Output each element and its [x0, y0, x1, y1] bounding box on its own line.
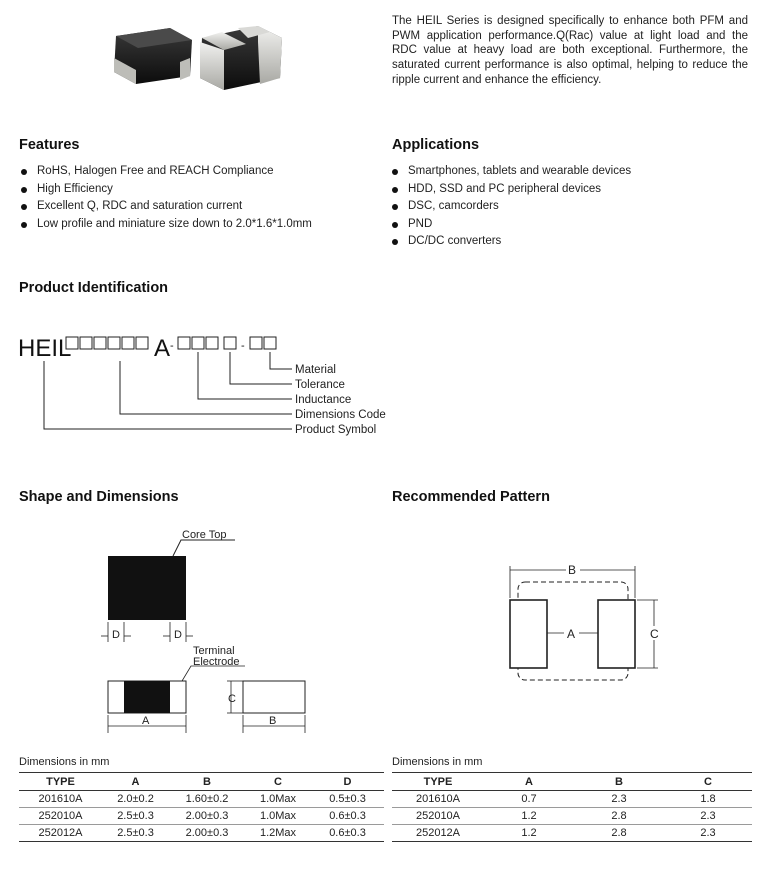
- shape-diagram: [95, 518, 325, 740]
- table-cell: 201610A: [19, 791, 102, 808]
- dim-a-label: A: [142, 715, 150, 727]
- table-header-row: [392, 773, 752, 791]
- col-header: C: [245, 773, 311, 791]
- table-row: [392, 808, 752, 825]
- col-header: TYPE: [392, 773, 484, 791]
- table-cell: 0.6±0.3: [311, 825, 384, 842]
- applications-list: [390, 163, 631, 251]
- feature-item: RoHS, Halogen Free and REACH Compliance: [19, 163, 312, 181]
- table-cell: 2.8: [574, 808, 664, 825]
- table-cell: 2.00±0.3: [169, 808, 245, 825]
- table-cell: 252012A: [392, 825, 484, 842]
- col-header: B: [574, 773, 664, 791]
- terminal-label: Terminal: [193, 645, 235, 657]
- table-cell: 2.3: [574, 791, 664, 808]
- feature-item: High Efficiency: [19, 181, 312, 199]
- intro-paragraph: The HEIL Series is designed specifically to enhance both PFM and PWM application performance.Q(Rac) value at light load and the RDC value at heavy load are both exceptional. Furthermore, the saturated current performance is also optimal, helping to reduce the ripple current and enhance the efficiency.: [392, 15, 748, 86]
- col-header: B: [169, 773, 245, 791]
- part-dash: -: [241, 340, 245, 352]
- electrode-label: Electrode: [193, 656, 240, 668]
- inductor-chip-side: [200, 26, 282, 90]
- pattern-diagram: [490, 560, 670, 695]
- application-item: HDD, SSD and PC peripheral devices: [390, 181, 631, 199]
- features-heading: Features: [19, 137, 80, 153]
- table-cell: 252012A: [19, 825, 102, 842]
- pattern-dimensions-table: [392, 772, 752, 842]
- pattern-dim-a: A: [567, 627, 576, 641]
- product-photo: [98, 18, 298, 98]
- table-row: [392, 791, 752, 808]
- table-cell: 1.0Max: [245, 808, 311, 825]
- table-cell: 0.6±0.3: [311, 808, 384, 825]
- table-cell: 1.0Max: [245, 791, 311, 808]
- dim-d-right: D: [174, 629, 182, 641]
- pad-right: [598, 600, 635, 668]
- table-cell: 1.8: [664, 791, 752, 808]
- table-cell: 2.00±0.3: [169, 825, 245, 842]
- label-tolerance: Tolerance: [295, 379, 345, 391]
- inductor-chip-top: [114, 28, 192, 84]
- right-table-caption: Dimensions in mm: [392, 756, 483, 768]
- table-cell: 1.2Max: [245, 825, 311, 842]
- table-cell: 2.3: [664, 825, 752, 842]
- part-dash: -: [170, 340, 174, 352]
- col-header: TYPE: [19, 773, 102, 791]
- dim-d-left: D: [112, 629, 120, 641]
- shape-dimensions-table: [19, 772, 384, 842]
- table-cell: 2.5±0.3: [102, 808, 169, 825]
- col-header: A: [484, 773, 574, 791]
- dim-b-label: B: [269, 715, 277, 727]
- label-inductance: Inductance: [295, 394, 352, 406]
- table-cell: 1.60±0.2: [169, 791, 245, 808]
- table-cell: 2.0±0.2: [102, 791, 169, 808]
- table-row: [19, 808, 384, 825]
- table-cell: 2.3: [664, 808, 752, 825]
- table-cell: 2.5±0.3: [102, 825, 169, 842]
- core-top-label: Core Top: [182, 529, 227, 541]
- col-header: C: [664, 773, 752, 791]
- label-material: Material: [295, 364, 336, 376]
- application-item: DSC, camcorders: [390, 198, 631, 216]
- col-header: A: [102, 773, 169, 791]
- label-dimensions-code: Dimensions Code: [295, 409, 386, 421]
- shape-dimensions-heading: Shape and Dimensions: [19, 489, 179, 505]
- feature-item: Excellent Q, RDC and saturation current: [19, 198, 312, 216]
- table-row: [392, 825, 752, 842]
- table-cell: 252010A: [392, 808, 484, 825]
- application-item: DC/DC converters: [390, 233, 631, 251]
- end-view-body: [243, 681, 305, 713]
- table-cell: 252010A: [19, 808, 102, 825]
- label-product-symbol: Product Symbol: [295, 424, 377, 436]
- table-cell: 0.5±0.3: [311, 791, 384, 808]
- part-prefix: HEIL: [18, 335, 72, 362]
- application-item: PND: [390, 216, 631, 234]
- application-item: Smartphones, tablets and wearable devices: [390, 163, 631, 181]
- part-letter: A: [154, 335, 171, 362]
- feature-item: Low profile and miniature size down to 2.0*1.6*1.0mm: [19, 216, 312, 234]
- pad-left: [510, 600, 547, 668]
- side-view-core: [124, 681, 170, 713]
- table-cell: 201610A: [392, 791, 484, 808]
- table-cell: 0.7: [484, 791, 574, 808]
- table-cell: 1.2: [484, 808, 574, 825]
- features-list: [19, 163, 312, 233]
- pattern-dim-b: B: [568, 563, 577, 577]
- product-identification-heading: Product Identification: [19, 280, 169, 296]
- table-row: [19, 825, 384, 842]
- col-header: D: [311, 773, 384, 791]
- part-number-diagram: [16, 325, 396, 450]
- core-top-view: [108, 556, 186, 620]
- left-table-caption: Dimensions in mm: [19, 756, 110, 768]
- leader-lines: [44, 352, 292, 429]
- applications-heading: Applications: [392, 137, 480, 153]
- recommended-pattern-heading: Recommended Pattern: [392, 489, 550, 505]
- table-cell: 1.2: [484, 825, 574, 842]
- table-row: [19, 791, 384, 808]
- table-cell: 2.8: [574, 825, 664, 842]
- dim-c-label: C: [228, 693, 236, 705]
- pattern-dim-c: C: [650, 627, 659, 641]
- table-header-row: [19, 773, 384, 791]
